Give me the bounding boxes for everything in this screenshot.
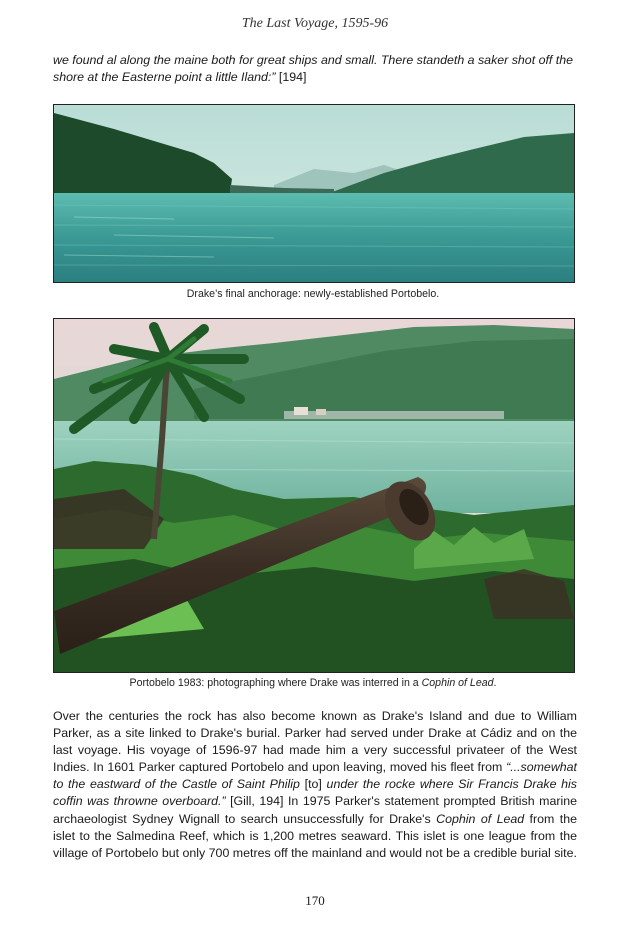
page-number: 170: [305, 893, 325, 908]
caption-italic: Cophin of Lead: [421, 677, 494, 689]
caption-suffix: .: [493, 677, 497, 689]
anchorage-photo: [53, 104, 575, 283]
portobelo-1983-photo: [53, 318, 575, 673]
caption-prefix: Portobelo 1983: photographing where Drake was interred in a: [129, 677, 422, 689]
body-text-3: [Gill, 194] In 1975 Parker's statement prompted British marine archaeologist Sydney Wignall to search unsuccessfully for Drake's: [53, 794, 577, 826]
anchorage-caption: Drake’s final anchorage: newly-established Portobelo.: [186, 288, 440, 300]
portobelo-1983-caption: [53, 677, 573, 689]
body-quote-3: Cophin of Lead: [436, 811, 525, 826]
intro-quote-text: we found al along the maine both for great ships and small. There standeth a saker shot off the shore at the Easterne point a little Iland:”: [53, 53, 574, 84]
running-title: The Last Voyage, 1595-96: [241, 16, 389, 31]
portobelo-1983-photo-image: [54, 319, 574, 672]
body-paragraph: [53, 708, 577, 862]
body-text-4: from the islet to the Salmedina Reef, which is 1,200 metres seaward. This islet is one league from the village of Portobelo but only 700 metres off the mainland and would not be a credible burial site.: [53, 811, 577, 860]
body-quote-1: “...somewhat to the eastward of the Castle of Saint Philip: [53, 760, 577, 792]
body-text-2: [to]: [299, 777, 327, 792]
anchorage-photo-image: [54, 105, 574, 282]
body-quote-2: under the rocke where Sir Francis Drake his coffin was throwne overboard.”: [53, 777, 578, 809]
intro-quote: [53, 52, 577, 86]
intro-quote-ref: [194]: [275, 70, 307, 84]
body-text-1: Over the centuries the rock has also become known as Drake's Island and due to William Parker, as a site linked to Drake's burial. Parker had served under Drake at Cádiz and on the last voyage. His voyage of 1596-97 had made him a very successful privateer of the West Indies. In 1601 Parker captured Portobelo and upon leaving, moved his fleet from: [53, 709, 577, 775]
